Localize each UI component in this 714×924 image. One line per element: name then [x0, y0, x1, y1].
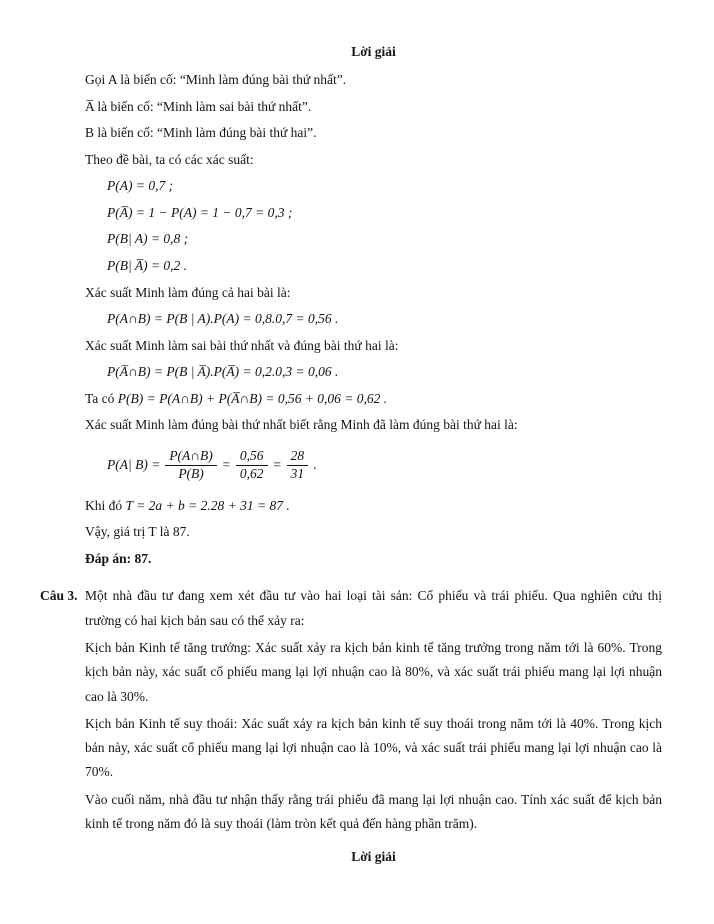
- solution-line-first-wrong: Xác suất Minh làm sai bài thứ nhất và đúng bài thứ hai là:: [85, 337, 399, 353]
- fraction-lhs: P(A| B) =: [107, 457, 161, 473]
- solution-line-both-correct: Xác suất Minh làm đúng cả hai bài là:: [85, 284, 291, 300]
- equals-sign: =: [272, 457, 282, 473]
- answer-line: Đáp án: 87.: [85, 550, 152, 566]
- fraction-numerator: 28: [287, 448, 309, 466]
- solution-heading: Lời giải: [351, 44, 396, 59]
- question-body: [85, 584, 662, 839]
- formula-p-b-given-a: P(B| A) = 0,8 ;: [107, 231, 189, 247]
- fraction-denominator: P(B): [178, 465, 204, 481]
- question-label: Câu 3.: [40, 588, 78, 604]
- fraction-numerator: 0,56: [236, 448, 268, 466]
- equals-sign: =: [221, 457, 231, 473]
- fraction-decimal: [236, 448, 268, 483]
- question-paragraph-task: Vào cuối năm, nhà đầu tư nhận thấy rằng trái phiếu đã mang lại lợi nhuận cao. Tính xác suất để kịch bản kinh tế trong năm đó là suy thoái (làm tròn kết quả đến hàng phần trăm).: [85, 791, 662, 831]
- formula-p-a-and-b: P(A∩B) = P(B | A).P(A) = 0,8.0,7 = 0,56 .: [107, 311, 339, 327]
- solution-line-given: Theo đề bài, ta có các xác suất:: [85, 151, 254, 167]
- question-3: [40, 584, 662, 839]
- formula-p-a-bar: P(A̅) = 1 − P(A) = 1 − 0,7 = 0,3 ;: [107, 204, 293, 220]
- solution-line-define-b: B là biến cố: “Minh làm đúng bài thứ hai”.: [85, 125, 317, 141]
- solution-line-conclusion: Vậy, giá trị T là 87.: [85, 524, 190, 540]
- fraction-symbolic: [165, 448, 216, 483]
- line-prefix: Khi đó: [85, 497, 123, 513]
- solution-line-conditional-intro: Xác suất Minh làm đúng bài thứ nhất biết rằng Minh đã làm đúng bài thứ hai là:: [85, 417, 518, 433]
- fraction-numerator: P(A∩B): [165, 448, 216, 466]
- solution-line-define-a-bar: A̅ là biến cố: “Minh làm sai bài thứ nhất”.: [85, 98, 312, 114]
- solution-line-define-a: Gọi A là biến cố: “Minh làm đúng bài thứ nhất”.: [85, 72, 347, 87]
- period: .: [313, 457, 317, 473]
- line-prefix: Ta có: [85, 390, 115, 406]
- solution-line-t-value: [85, 496, 662, 516]
- fraction-reduced: [287, 448, 309, 483]
- formula-p-b-given-a-bar: P(B| A̅) = 0,2 .: [107, 257, 188, 273]
- formula-p-b-total: P(B) = P(A∩B) + P(A̅∩B) = 0,56 + 0,06 = 0,62 .: [117, 390, 388, 406]
- formula-p-a: P(A) = 0,7 ;: [107, 178, 174, 194]
- question-paragraph-intro: Một nhà đầu tư đang xem xét đầu tư vào hai loại tài sản: Cổ phiếu và trái phiếu. Qua nghiên cứu thị trường có hai kịch bản sau có thể xảy ra:: [85, 588, 662, 628]
- formula-p-a-bar-and-b: P(A̅∩B) = P(B | A̅).P(A̅) = 0,2.0,3 = 0,06 .: [107, 364, 339, 380]
- formula-conditional-fraction: [85, 448, 662, 483]
- solution-heading-q3: Lời giải: [351, 849, 396, 865]
- solution-line-total-prob: [85, 389, 662, 409]
- formula-t: T = 2a + b = 2.28 + 31 = 87 .: [125, 497, 290, 513]
- fraction-denominator: 0,62: [239, 465, 264, 481]
- fraction-denominator: 31: [290, 465, 305, 481]
- question-paragraph-recession-scenario: Kịch bản Kinh tế suy thoái: Xác suất xảy ra kịch bản kinh tế suy thoái trong năm tới là 40%. Trong kịch bản này, xác suất cổ phiếu mang lại lợi nhuận cao là 10%, và xác suất trái phiếu mang lại lợi nhuận cao là 70%.: [85, 715, 662, 780]
- question-paragraph-growth-scenario: Kịch bản Kinh tế tăng trưởng: Xác suất xảy ra kịch bản kinh tế tăng trưởng trong năm tới là 60%. Trong kịch bản này, xác suất cổ phiếu mang lại lợi nhuận cao là 80%, và xác suất trái phiếu mang lại lợi nhuận cao là 30%.: [85, 639, 662, 704]
